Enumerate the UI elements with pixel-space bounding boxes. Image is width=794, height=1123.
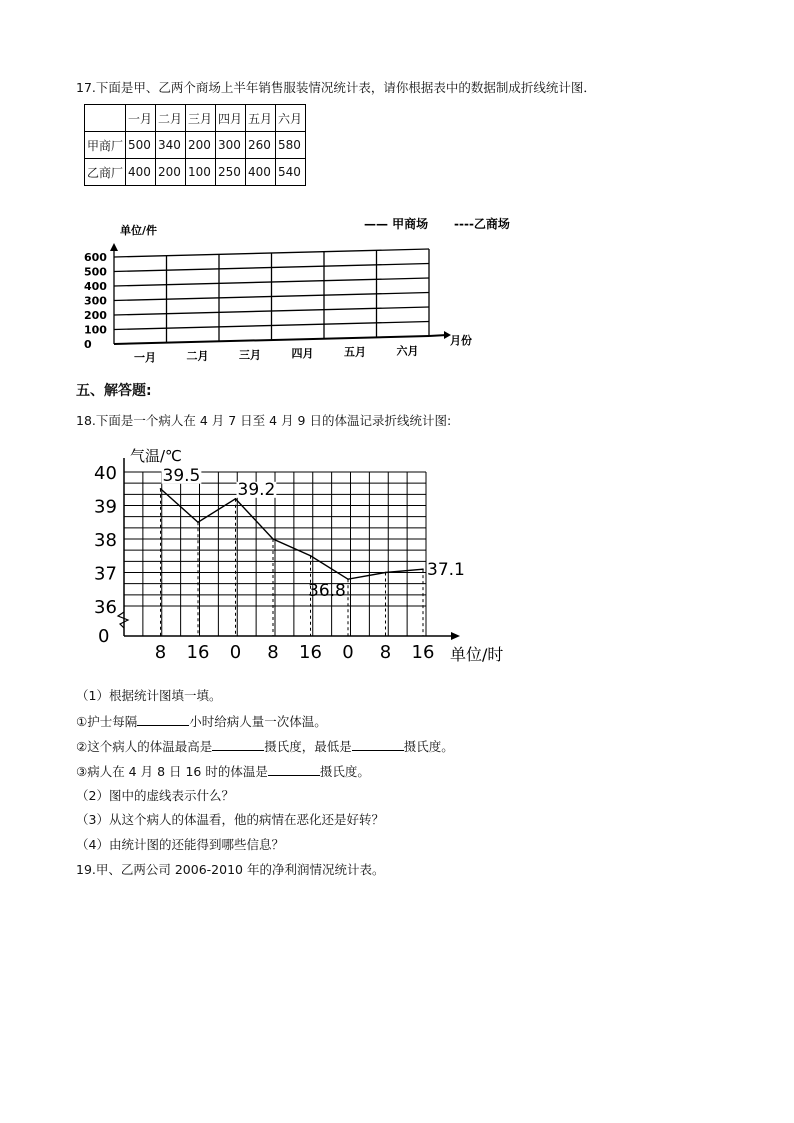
q17-y-tick: 500 [84, 265, 107, 279]
y-tick-label: 39 [94, 496, 117, 518]
q17-legend-b: ----乙商场 [454, 217, 510, 231]
answer-blank[interactable] [352, 738, 404, 751]
table-header-row [85, 105, 306, 132]
temperature-chart-plot [94, 458, 465, 663]
table-cell: 100 [186, 159, 216, 186]
section-title: 五、解答题: [76, 383, 152, 399]
temperature-chart [84, 438, 554, 674]
data-point [160, 488, 162, 490]
table-cell: 400 [246, 159, 276, 186]
y-tick-label: 37 [94, 563, 117, 585]
y-tick-label: 36 [94, 597, 117, 618]
x-tick-label: 8 [154, 642, 167, 663]
x-tick-label: 16 [299, 642, 322, 663]
x-tick-label: 0 [342, 642, 354, 663]
answer-blank[interactable] [212, 738, 264, 751]
table-row-label: 甲商厂 [85, 132, 126, 159]
data-point [310, 555, 312, 557]
axis-break [118, 612, 128, 628]
q17-blank-chart [84, 212, 510, 364]
q17-x-tick: 六月 [396, 344, 419, 358]
sales-table [84, 104, 306, 186]
q18-part1a-after: 小时给病人量一次体温。 [189, 714, 327, 729]
q17-grid [84, 243, 451, 364]
data-label: 39.2 [237, 479, 276, 500]
q17-y-tick: 300 [84, 294, 107, 308]
data-point [422, 568, 424, 570]
table-header-cell: 四月 [216, 105, 246, 132]
table-row [85, 159, 306, 186]
q18-part1c-before: ③病人在 4 月 8 日 16 时的体温是 [76, 764, 268, 779]
table-header-cell: 一月 [126, 105, 156, 132]
q17-legend-a: —— 甲商场 [364, 217, 429, 231]
q18-part3: （3）从这个病人的体温看，他的病情在恶化还是好转？ [76, 812, 384, 827]
table-cell: 250 [216, 159, 246, 186]
y-tick-label: 0 [98, 626, 110, 647]
q17-y-tick: 200 [84, 309, 107, 322]
table-cell: 200 [156, 159, 186, 186]
table-row [85, 132, 306, 159]
x-tick-label: 8 [267, 642, 279, 663]
q17-x-unit: 月份 [450, 334, 472, 347]
q18-part1b-mid: 摄氏度，最低是 [264, 739, 352, 754]
table-cell: 400 [126, 159, 156, 186]
x-tick-label: 0 [229, 642, 242, 663]
q18-part1a-before: ①护士每隔 [76, 714, 138, 729]
q18-part1c-after: 摄氏度。 [319, 764, 370, 779]
x-axis-arrowhead [451, 632, 460, 640]
q18-text: 18.下面是一个病人在 4 月 7 日至 4 月 9 日的体温记录折线统计图: [76, 413, 452, 428]
q18-part1c [76, 763, 370, 780]
q18-part1a [76, 713, 327, 730]
q18-part2: （2）图中的虚线表示什么？ [76, 788, 234, 803]
q18-part1: （1）根据统计图填一填。 [76, 688, 222, 703]
x-tick-label: 16 [411, 642, 435, 663]
answer-blank[interactable] [268, 763, 320, 776]
temperature-chart-y-label: 气温/℃ [130, 447, 182, 465]
q17-y-tick: 400 [84, 280, 107, 293]
q17-y-unit: 单位/件 [120, 224, 158, 237]
table-header-cell: 五月 [246, 105, 276, 132]
q17-y-tick: 100 [84, 323, 107, 337]
q18-part1b-after: 摄氏度。 [403, 739, 454, 754]
q18-part1b [76, 738, 454, 755]
x-tick-label: 16 [186, 642, 210, 663]
data-label: 39.5 [162, 465, 201, 486]
q17-y-axis-arrowhead [110, 243, 118, 251]
table-cell: 500 [126, 132, 156, 159]
data-point [347, 578, 349, 580]
q17-x-tick: 二月 [186, 349, 209, 363]
answer-blank[interactable] [137, 713, 189, 726]
y-tick-label: 40 [94, 463, 117, 484]
table-cell: 300 [216, 132, 246, 159]
table-cell: 580 [276, 132, 306, 159]
data-label: 36.8 [308, 581, 346, 602]
q17-x-tick: 四月 [291, 346, 314, 360]
table-header-cell [85, 105, 126, 132]
data-point [197, 521, 199, 523]
data-point [272, 538, 274, 540]
table-header-cell: 二月 [156, 105, 186, 132]
table-row-label: 乙商厂 [85, 159, 126, 186]
data-point [385, 572, 387, 574]
table-cell: 340 [156, 132, 186, 159]
q17-x-tick: 五月 [344, 345, 366, 359]
data-point [235, 498, 237, 500]
y-tick-label: 38 [94, 530, 117, 551]
q18-part4: （4）由统计图的还能得到哪些信息？ [76, 837, 284, 852]
table-cell: 200 [186, 132, 216, 159]
x-tick-label: 8 [379, 642, 392, 663]
q18-part1b-before: ②这个病人的体温最高是 [76, 739, 213, 754]
q17-text: 17.下面是甲、乙两个商场上半年销售服装情况统计表，请你根据表中的数据制成折线统计图． [76, 80, 596, 95]
table-header-cell: 三月 [186, 105, 216, 132]
data-label: 37.1 [427, 560, 465, 581]
table-cell: 540 [276, 159, 306, 186]
temperature-chart-x-label: 单位/时 [450, 645, 504, 664]
table-header-cell: 六月 [276, 105, 306, 132]
q17-y-tick: 600 [84, 251, 107, 264]
q17-y-tick: 0 [84, 338, 92, 351]
q17-x-tick: 一月 [134, 350, 156, 364]
q17-x-tick: 三月 [239, 348, 261, 362]
table-cell: 260 [246, 132, 276, 159]
q19-text: 19.甲、乙两公司 2006-2010 年的净利润情况统计表。 [76, 862, 385, 877]
